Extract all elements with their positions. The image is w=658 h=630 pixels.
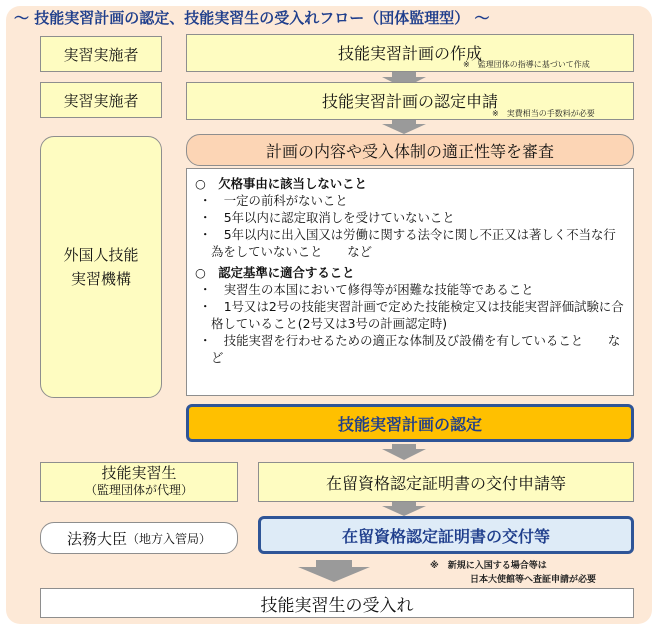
step-coe-issue-label: 在留資格認定証明書の交付等 (341, 526, 550, 546)
step-plan-approval-label: 技能実習計画の認定 (337, 414, 482, 434)
step-coe-note-line2: 日本大使館等へ査証申請が必要 (470, 575, 597, 585)
actor-trainee-label: 技能実習生 (101, 464, 177, 482)
step-coe-note-line1: ※ 新規に入国する場合等は (430, 561, 547, 571)
step-coe-apply-label: 在留資格認定証明書の交付申請等 (325, 473, 566, 493)
criteria-section1-heading: ○ 欠格事由に該当しないこと (195, 176, 367, 191)
actor-trainee (40, 462, 238, 502)
down-arrow-4 (380, 502, 428, 516)
actor-jisshu-1-label: 実習実施者 (63, 45, 139, 64)
step-review-label: 計画の内容や受入体制の適正性等を審査 (265, 141, 554, 161)
actor-jisshu-2-label: 実習実施者 (63, 91, 139, 110)
actor-kiko (40, 136, 162, 398)
criteria-section2-item: ・ 1号又は2号の技能実習計画で定めた技能検定又は技能実習評価試験に合格していること(2号又は3号の計画認定時) (199, 299, 624, 331)
criteria-section2-heading: ○ 認定基準に適合すること (195, 265, 355, 280)
down-arrow-2 (380, 120, 428, 134)
actor-minister-sub: （地方入管局） (127, 531, 212, 546)
step-review (186, 134, 634, 166)
step-create-plan-label: 技能実習計画の作成 (337, 44, 482, 63)
criteria-section1-item: ・ 5年以内に認定取消しを受けていないこと (199, 210, 455, 225)
step-create-note: ※ 監理団体の指導に基づいて作成 (463, 60, 590, 69)
actor-kiko-line2: 実習機構 (70, 270, 131, 288)
step-plan-approval (186, 404, 634, 442)
actor-jisshu-1 (40, 36, 162, 72)
step-accept-trainee (40, 588, 634, 618)
criteria-section1-item: ・ 5年以内に出入国又は労働に関する法令に関し不正又は著しく不当な行為をしていないこと など (199, 227, 616, 259)
actor-jisshu-2 (40, 82, 162, 118)
step-coe-apply (258, 462, 634, 502)
step-coe-issue (258, 516, 634, 554)
step-apply-note: ※ 実費相当の手数料が必要 (492, 109, 595, 118)
criteria-section2-item: ・ 技能実習を行わせるための適正な体制及び設備を有していること など (199, 333, 621, 365)
criteria-section1-item: ・ 一定の前科がないこと (199, 193, 348, 208)
actor-trainee-sub: （監理団体が代理） (84, 483, 193, 497)
diagram-title: 〜 技能実習計画の認定、技能実習生の受入れフロー（団体監理型） 〜 (14, 9, 490, 27)
step-apply-plan-label: 技能実習計画の認定申請 (321, 92, 498, 111)
actor-kiko-line1: 外国人技能 (63, 246, 139, 264)
down-arrow-3 (380, 444, 428, 460)
criteria-section2-item: ・ 実習生の本国において修得等が困難な技能等であること (199, 282, 534, 297)
actor-minister-label: 法務大臣 (66, 529, 127, 548)
step-accept-trainee-label: 技能実習生の受入れ (260, 595, 414, 616)
down-arrow-5 (296, 560, 372, 582)
actor-minister (40, 522, 238, 554)
criteria-panel (186, 168, 634, 396)
